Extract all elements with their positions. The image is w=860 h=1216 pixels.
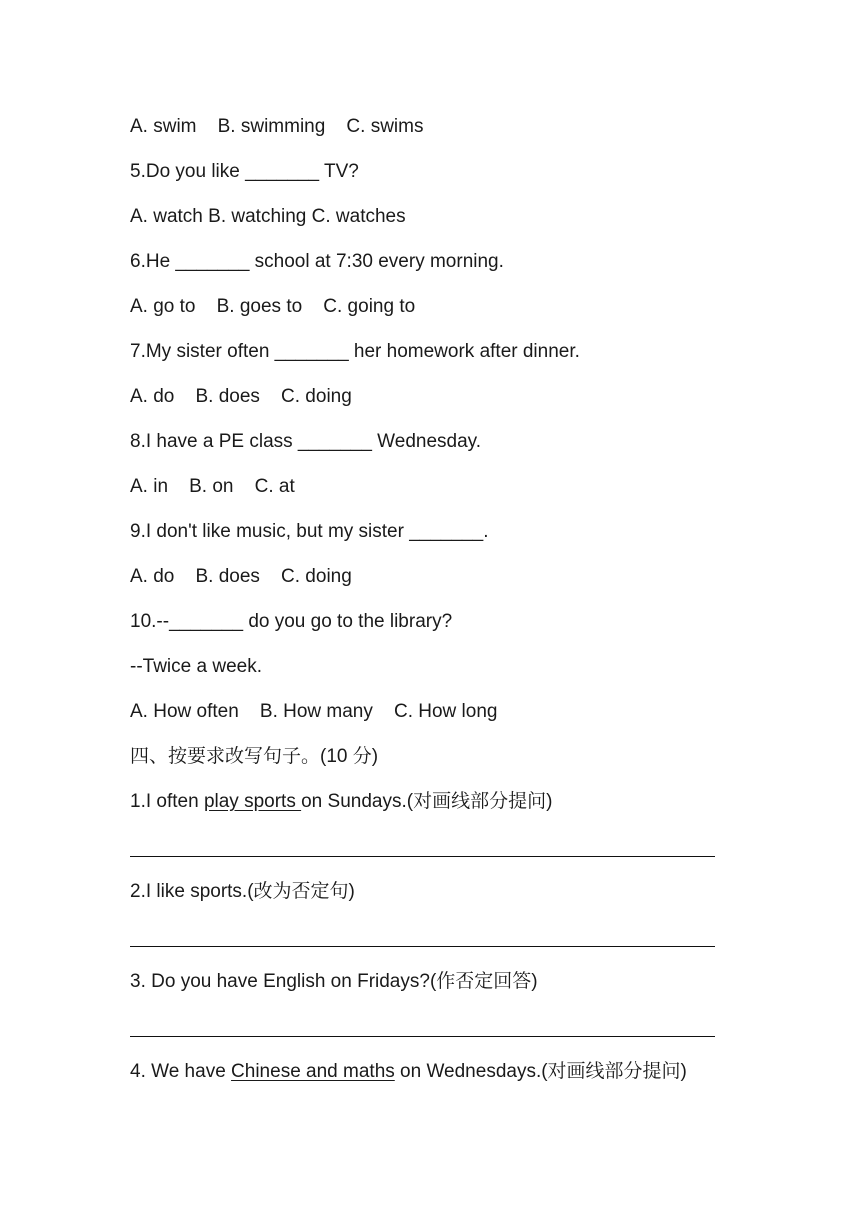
q8-options: A. in B. on C. at	[130, 476, 295, 497]
q10-options: A. How often B. How many C. How long	[130, 701, 498, 722]
q4-options: A. swim B. swimming C. swims	[130, 116, 424, 137]
q10-reply: --Twice a week.	[130, 656, 262, 677]
rewrite-4-post: on Wednesdays.(对画线部分提问)	[394, 1061, 687, 1082]
answer-line-2[interactable]	[130, 946, 715, 947]
rewrite-1-post: on Sundays.(对画线部分提问)	[301, 791, 553, 812]
answer-line-1[interactable]	[130, 856, 715, 857]
q7-options: A. do B. does C. doing	[130, 386, 352, 407]
answer-line-3[interactable]	[130, 1036, 715, 1037]
rewrite-3: 3. Do you have English on Fridays?(作否定回答)	[130, 971, 538, 992]
q9-options: A. do B. does C. doing	[130, 566, 352, 587]
q5-options: A. watch B. watching C. watches	[130, 206, 406, 227]
rewrite-1	[130, 789, 552, 815]
q6-options: A. go to B. goes to C. going to	[130, 296, 416, 317]
rewrite-4	[130, 1059, 687, 1085]
rewrite-4-underlined: Chinese and maths	[231, 1061, 395, 1082]
question-9: 9.I don't like music, but my sister _______.	[130, 521, 489, 542]
rewrite-4-pre: 4. We have	[130, 1061, 232, 1082]
rewrite-1-underlined: play sports	[203, 791, 302, 812]
question-7: 7.My sister often _______ her homework after dinner.	[130, 341, 580, 362]
section-4-heading: 四、按要求改写句子。(10 分)	[130, 746, 379, 767]
question-5: 5.Do you like _______ TV?	[130, 161, 359, 182]
rewrite-2: 2.I like sports.(改为否定句)	[130, 881, 355, 902]
question-8: 8.I have a PE class _______ Wednesday.	[130, 431, 482, 452]
question-6: 6.He _______ school at 7:30 every morning.	[130, 251, 504, 272]
question-10: 10.--_______ do you go to the library?	[130, 611, 453, 632]
rewrite-1-pre: 1.I often	[130, 791, 204, 812]
